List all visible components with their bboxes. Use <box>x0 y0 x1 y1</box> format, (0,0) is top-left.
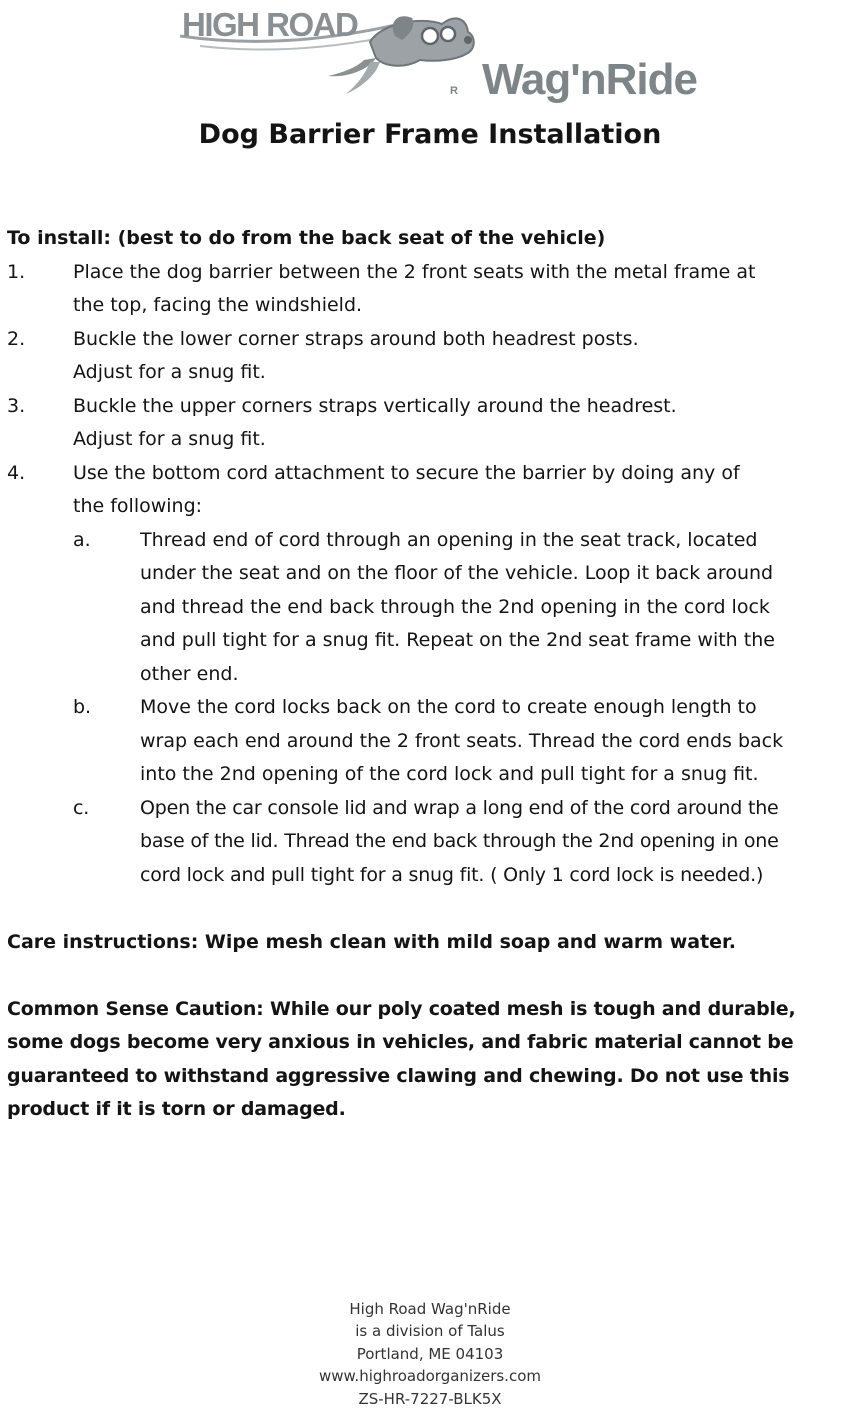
step-number: 1. <box>7 260 26 283</box>
substep-letter: b. <box>73 696 92 718</box>
care-instructions: Care instructions: Wipe mesh clean with mild soap and warm water. <box>7 930 736 953</box>
install-substep <box>7 691 859 792</box>
document-body <box>7 222 859 1127</box>
company-footer <box>0 1298 860 1410</box>
footer-website: www.highroadorganizers.com <box>319 1367 541 1386</box>
substep-text: base of the lid. Thread the end back through the 2nd opening in one <box>140 830 779 852</box>
substep-text: and pull tight for a snug fit. Repeat on the 2nd seat frame with the <box>140 629 775 651</box>
step-number: 2. <box>7 327 26 350</box>
substep-text: into the 2nd opening of the cord lock and pull tight for a snug fit. <box>140 763 759 785</box>
brand-name-top: HIGH ROAD <box>182 6 358 43</box>
footer-address: Portland, ME 04103 <box>356 1344 504 1363</box>
brand-name-bottom: Wag'nRide <box>482 55 697 104</box>
footer-company: High Road Wag'nRide <box>349 1300 511 1318</box>
substep-text: and thread the end back through the 2nd opening in the cord lock <box>140 595 770 618</box>
brand-logo <box>180 2 697 110</box>
substep-text: cord lock and pull tight for a snug fit. ( Only 1 cord lock is needed.) <box>140 863 764 886</box>
substep-text: wrap each end around the 2 front seats. Thread the cord ends back <box>140 729 784 752</box>
install-substep <box>7 524 859 692</box>
install-step <box>7 256 859 323</box>
step-text: the top, facing the windshield. <box>73 294 363 316</box>
step-text: Buckle the lower corner straps around both headrest posts. <box>73 327 639 350</box>
substep-text: other end. <box>140 662 239 685</box>
step-text: the following: <box>73 495 203 517</box>
step-number: 3. <box>7 394 26 417</box>
substep-text: Thread end of cord through an opening in the seat track, located <box>140 528 758 551</box>
caution-line: product if it is torn or damaged. <box>7 1098 346 1120</box>
footer-product-code: ZS-HR-7227-BLK5X <box>358 1389 502 1408</box>
step-text: Place the dog barrier between the 2 front seats with the metal frame at <box>73 260 756 283</box>
caution-line: some dogs become very anxious in vehicles, and fabric material cannot be <box>7 1031 794 1053</box>
install-step <box>7 390 859 457</box>
install-heading: To install: (best to do from the back seat of the vehicle) <box>7 227 606 249</box>
install-substep <box>7 792 859 893</box>
substep-text: Open the car console lid and wrap a long end of the cord around the <box>140 796 779 819</box>
substep-text: under the seat and on the floor of the vehicle. Loop it back around <box>140 562 774 584</box>
caution-line: guaranteed to withstand aggressive clawing and chewing. Do not use this <box>7 1064 790 1087</box>
substep-letter: a. <box>73 528 91 551</box>
install-step <box>7 323 859 390</box>
step-text: Buckle the upper corners straps vertically around the headrest. <box>73 394 677 417</box>
caution-line: Common Sense Caution: While our poly coated mesh is tough and durable, <box>7 997 796 1020</box>
step-text: Use the bottom cord attachment to secure the barrier by doing any of <box>73 461 740 484</box>
substep-letter: c. <box>73 796 90 819</box>
svg-text:R: R <box>450 85 458 97</box>
install-step <box>7 457 859 524</box>
step-text: Adjust for a snug fit. <box>73 361 266 383</box>
step-number: 4. <box>7 461 26 484</box>
substep-text: Move the cord locks back on the cord to create enough length to <box>140 696 757 718</box>
document-title: Dog Barrier Frame Installation <box>198 119 662 150</box>
footer-division: is a division of Talus <box>355 1322 505 1341</box>
step-text: Adjust for a snug fit. <box>73 428 266 450</box>
